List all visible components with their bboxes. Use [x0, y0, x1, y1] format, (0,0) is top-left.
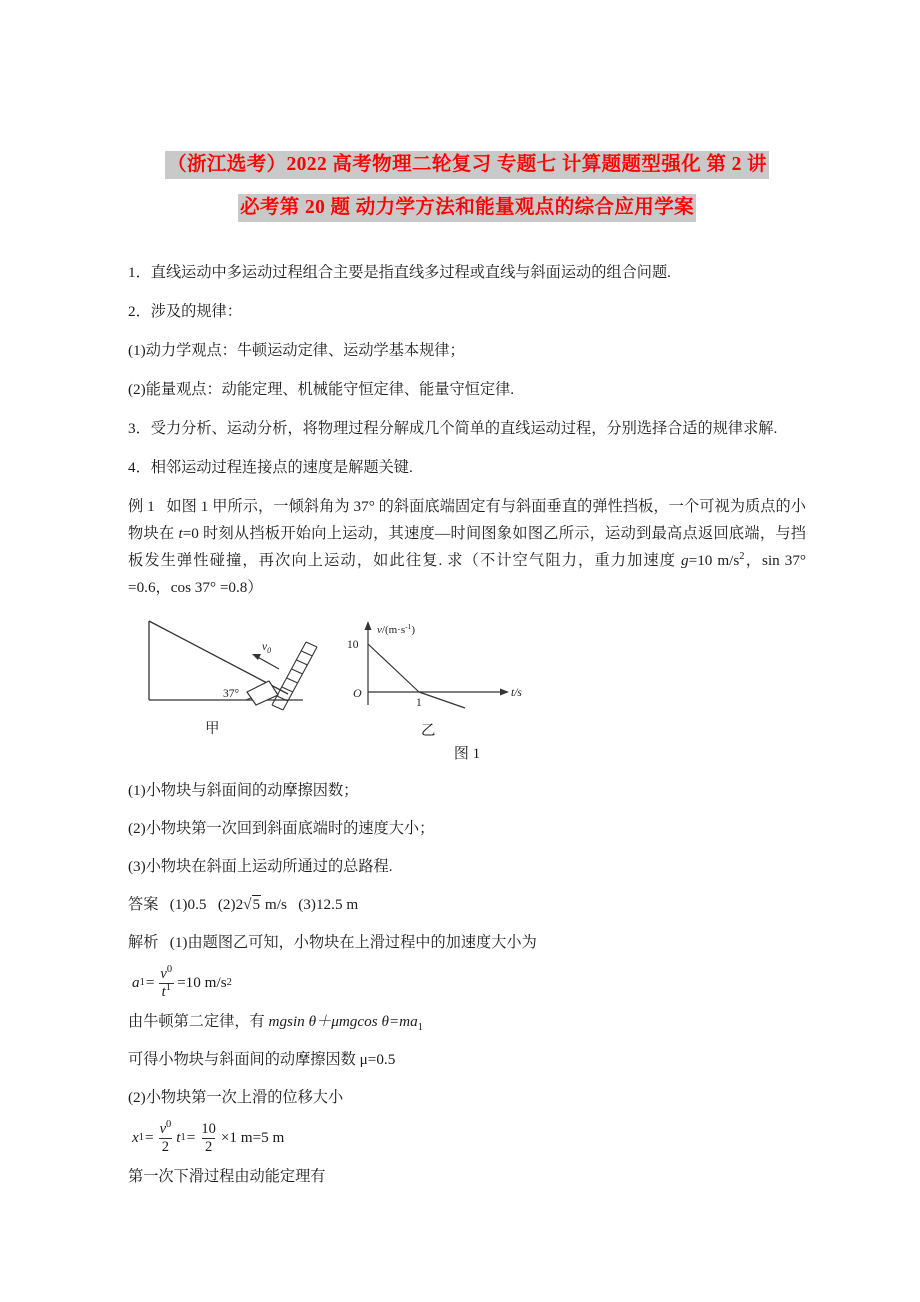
formula-a1-fraction	[157, 964, 175, 1000]
formula-x1-eq2: =	[186, 1129, 196, 1146]
formula-x1-num-2: 10	[201, 1121, 216, 1137]
example-stem-part3: =10 m/s	[688, 552, 740, 569]
formula-x1-mid: t	[176, 1129, 181, 1146]
formula-a1-lhs: a	[132, 974, 140, 991]
analysis-label: 解析	[128, 934, 159, 951]
example-stem-sup: 2	[739, 550, 745, 562]
formula-x1-den-2: 2	[202, 1138, 215, 1155]
formula-a1-denominator	[159, 983, 174, 1000]
document-title-block	[128, 150, 806, 223]
baffle-rung-3	[287, 678, 298, 683]
formula-x1-rhs: ×1 m=5 m	[220, 1129, 285, 1146]
formula-a1-num-sup: 0	[166, 964, 173, 976]
incline-angle-label: 37°	[223, 688, 240, 700]
example-label: 例 1	[128, 498, 155, 515]
figure-left-caption: 甲	[205, 721, 220, 737]
outline-item-4: 4．相邻运动过程连接点的速度是解题关键.	[128, 459, 413, 476]
document-content	[128, 150, 806, 1201]
figure-1	[128, 613, 806, 741]
graph-x-tick-label: 1	[416, 697, 422, 709]
outline-item-2b: (2)能量观点：动能定理、机械能守恒定律、能量守恒定律.	[128, 381, 515, 398]
formula-a1-eq: =	[145, 974, 155, 991]
baffle-rung-6	[301, 651, 312, 656]
outline-item-2: 2．涉及的规律：	[128, 303, 242, 320]
outline-item-1: 1．直线运动中多运动过程组合主要是指直线多过程或直线与斜面运动的组合问题.	[128, 264, 671, 281]
example-var-g: g	[681, 552, 689, 569]
answer-3: (3)12.5 m	[298, 896, 359, 913]
answer-line	[128, 891, 806, 918]
newton-formula: mgsin θ＋μmgcos θ=ma	[268, 1013, 418, 1030]
velocity-label: $v_0$	[262, 641, 272, 655]
newton-law-line	[128, 1008, 806, 1035]
graph-x-arrowhead	[500, 689, 509, 696]
analysis-text-1: (1)由题图乙可知，小物块在上滑过程中的加速度大小为	[169, 934, 537, 951]
outline-block	[128, 259, 806, 481]
formula-a1-num-var: v	[160, 966, 167, 982]
example-stem-part4: ，sin 37° =0.6，cos 37° =0.8）	[128, 552, 806, 596]
title-highlight-1: （浙江选考）2022 高考物理二轮复习 专题七 计算题题型强化 第 2 讲	[165, 151, 769, 179]
newton-line-pre: 由牛顿第二定律，有	[128, 1013, 269, 1030]
formula-a1-rhs: =10 m/s	[177, 974, 227, 991]
figure-1-svg	[128, 613, 806, 741]
newton-formula-sub: 1	[417, 1022, 423, 1034]
answer-2-pre: (2)2	[217, 896, 244, 913]
graph-y-axis-label: $v/(m\cdot s^{-1})$	[377, 622, 416, 636]
graph-x-axis-label: t/s	[511, 687, 522, 699]
formula-x1-lhs: x	[132, 1129, 139, 1146]
formula-a1: a 1 = $\frac{v^0}{t^1}$ =10 m/s 2	[132, 964, 232, 1000]
formula-x1-den-1: 2	[159, 1138, 172, 1155]
graph-y-arrowhead	[365, 621, 372, 630]
graph-y-tick-label: 10	[347, 639, 359, 651]
velocity-arrow-head	[252, 654, 261, 660]
question-2: (2)小物块第一次回到斜面底端时的速度大小；	[128, 820, 435, 837]
outline-item-2a: (1)动力学观点：牛顿运动定律、运动学基本规律；	[128, 342, 465, 359]
graph-series-upslope	[368, 644, 419, 692]
analysis-line-1	[128, 929, 806, 956]
baffle-cap-top	[306, 642, 317, 647]
answer-2-post: m/s	[261, 896, 287, 913]
formula-x1-eq1: =	[145, 1129, 154, 1146]
outline-item-3: 3．受力分析、运动分析，将物理过程分解成几个简单的直线运动过程，分别选择合适的规律求解.	[128, 420, 778, 437]
title-highlight-2: 必考第 20 题 动力学方法和能量观点的综合应用学案	[238, 194, 696, 222]
example-stem	[128, 493, 806, 601]
mu-result-line: 可得小物块与斜面间的动摩擦因数 μ=0.5	[128, 1051, 396, 1068]
formula-a1-den-sup: 1	[165, 981, 171, 993]
formula-x1: x 1 = $\frac{v^0}{2}$ t 1 = $\frac{10}{2}$ ×1 m=5 m	[132, 1119, 285, 1155]
last-line: 第一次下滑过程由动能定理有	[128, 1168, 326, 1185]
velocity-arrow	[252, 654, 279, 669]
baffle-rung-4	[292, 669, 303, 674]
figure-caption: 图 1	[453, 746, 481, 762]
answer-1: (1)0.5	[169, 896, 207, 913]
formula-x1-num1-var: v	[159, 1121, 167, 1137]
formula-x1-fraction-2	[198, 1122, 219, 1154]
page-title-line-2	[128, 193, 806, 223]
graph-origin-label: O	[353, 686, 362, 700]
example-stem-part1: 如图 1 甲所示，一倾斜角为 37° 的斜面底端固定有与斜面垂直的弹性挡板，一个可视为质点的小物块在	[128, 498, 806, 542]
question-1: (1)小物块与斜面间的动摩擦因数；	[128, 782, 359, 799]
formula-a1-numerator	[157, 964, 175, 983]
velocity-label-sub: 0	[267, 646, 272, 655]
example-var-t: t	[178, 525, 183, 542]
formula-x1-num1-sup: 0	[166, 1119, 172, 1131]
formula-x1-fraction-1	[157, 1119, 175, 1155]
formula-a1-den-var: t	[161, 983, 166, 1000]
figure-right-caption: 乙	[421, 723, 436, 739]
answer-2-radicand: 5	[252, 896, 261, 913]
baffle-cap-bottom	[272, 705, 283, 710]
baffle-rung-5	[297, 660, 308, 665]
question-2-solution-line: (2)小物块第一次上滑的位移大小	[128, 1089, 344, 1106]
formula-x1-num-1	[157, 1119, 175, 1138]
question-3: (3)小物块在斜面上运动所通过的总路程.	[128, 858, 393, 875]
example-stem-part2: =0 时刻从挡板开始向上运动，其速度—时间图象如图乙所示，运动到最高点返回底端，与挡板发生弹性碰撞，再次向上运动，如此往复. 求（不计空气阻力，重力加速度	[128, 525, 806, 569]
radical-symbol: √	[243, 896, 252, 913]
answer-label: 答案	[128, 896, 159, 913]
page-title-line-1	[128, 150, 806, 180]
graph-series-downslope	[419, 692, 465, 708]
